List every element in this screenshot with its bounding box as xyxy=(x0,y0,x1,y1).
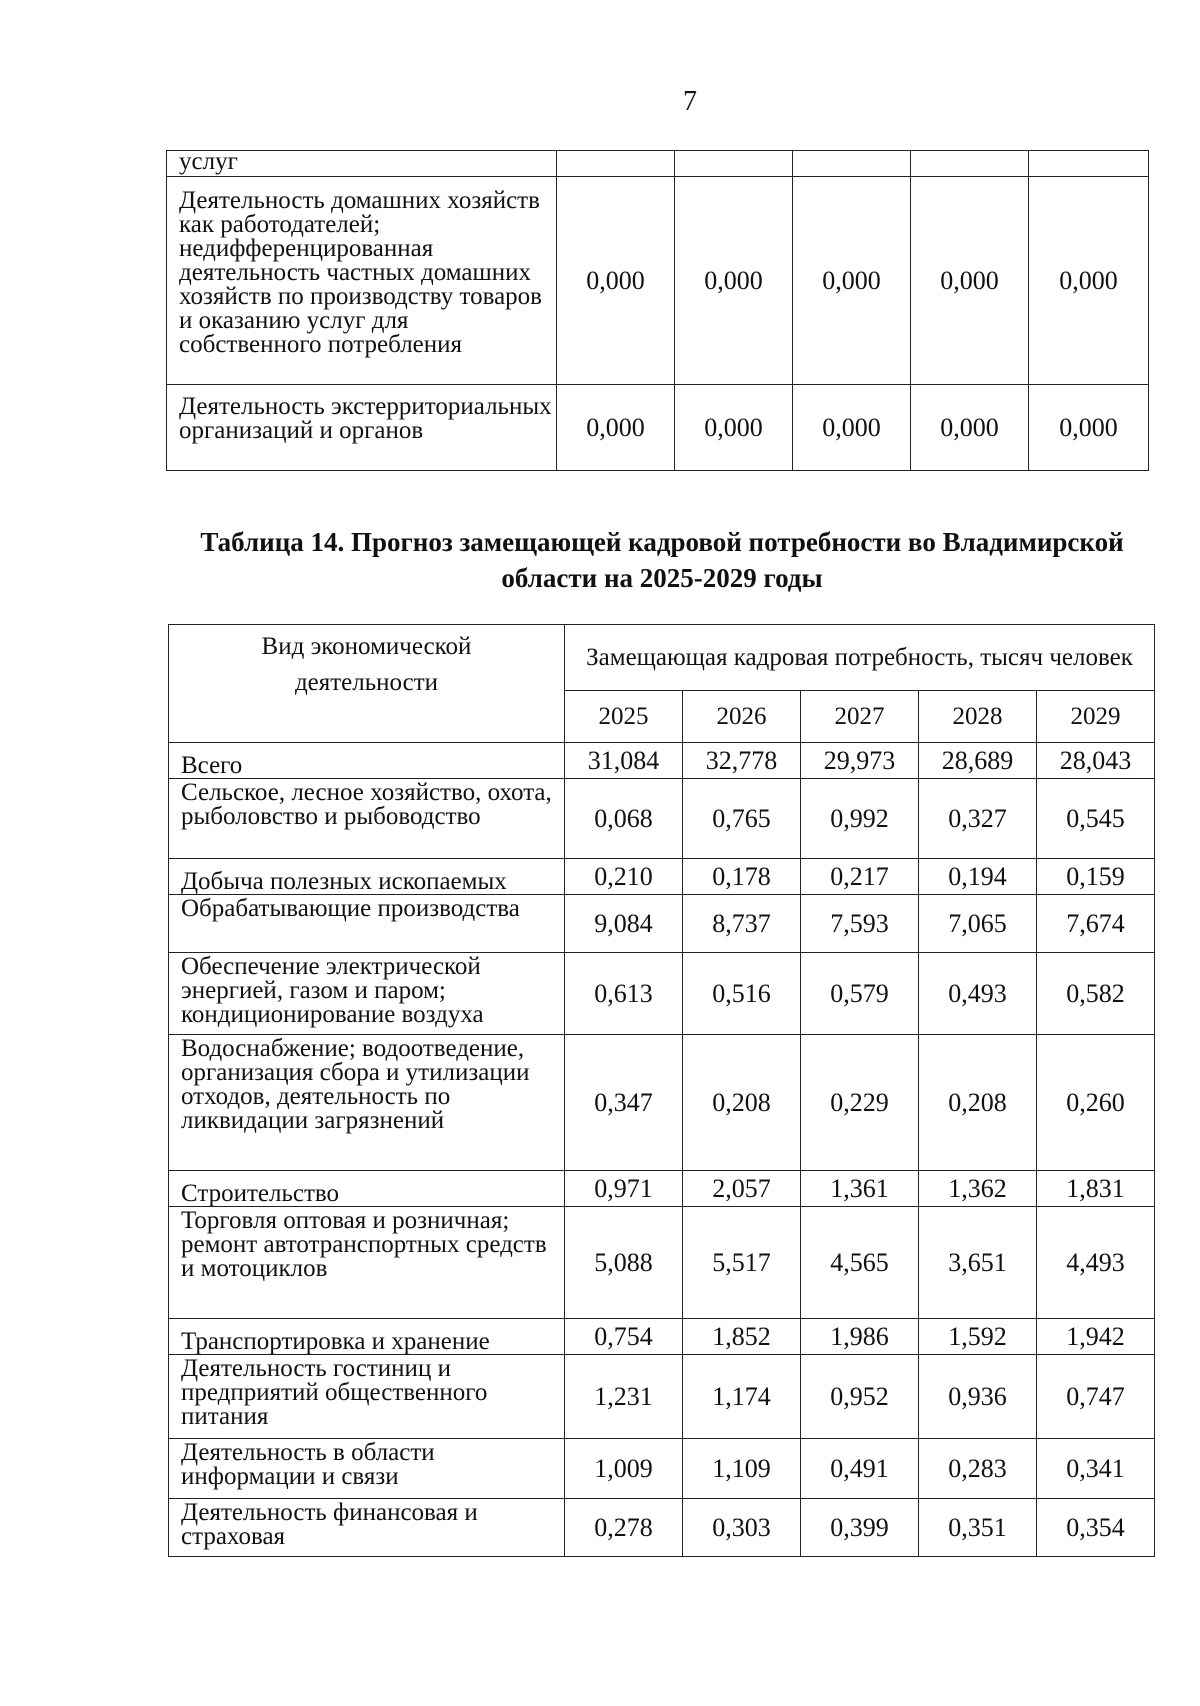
cell-value: 0,260 xyxy=(1037,1035,1155,1171)
cell-value: 0,493 xyxy=(919,953,1037,1035)
table-row xyxy=(169,743,1155,779)
cell-value: 29,973 xyxy=(801,743,919,779)
row-name: Транспортировка и хранение xyxy=(169,1319,565,1355)
cell-value: 0,341 xyxy=(1037,1439,1155,1499)
table-row xyxy=(169,1319,1155,1355)
row-name: Всего xyxy=(169,743,565,779)
cell-value: 0,068 xyxy=(565,779,683,859)
table-row xyxy=(169,1355,1155,1439)
table-row xyxy=(167,151,1149,177)
cell-value: 7,065 xyxy=(919,895,1037,953)
cell-value: 0,000 xyxy=(793,177,911,385)
cell-value xyxy=(793,151,911,177)
cell-value: 31,084 xyxy=(565,743,683,779)
cell-value: 0,000 xyxy=(793,385,911,471)
cell-value: 0,545 xyxy=(1037,779,1155,859)
cell-value: 0,000 xyxy=(911,385,1029,471)
cell-value: 0,613 xyxy=(565,953,683,1035)
cell-value: 0,347 xyxy=(565,1035,683,1171)
row-name: Обрабатывающие производства xyxy=(169,895,565,953)
cell-value: 0,217 xyxy=(801,859,919,895)
row-name: Обеспечение электрической энергией, газом и паром; кондиционирование воздуха xyxy=(169,953,565,1035)
cell-value: 0,229 xyxy=(801,1035,919,1171)
cell-value: 4,493 xyxy=(1037,1207,1155,1319)
row-name: Деятельность финансовая и страховая xyxy=(169,1499,565,1557)
cell-value: 3,651 xyxy=(919,1207,1037,1319)
cell-value: 7,674 xyxy=(1037,895,1155,953)
cell-value: 0,000 xyxy=(911,177,1029,385)
row-name: Водоснабжение; водоотведение, организация сбора и утилизации отходов, деятельность по ликвидации загрязнений xyxy=(169,1035,565,1171)
cell-value: 0,283 xyxy=(919,1439,1037,1499)
table-row xyxy=(169,1499,1155,1557)
cell-value xyxy=(557,151,675,177)
cell-value: 32,778 xyxy=(683,743,801,779)
cell-value: 0,971 xyxy=(565,1171,683,1207)
cell-value: 0,952 xyxy=(801,1355,919,1439)
cell-value: 1,361 xyxy=(801,1171,919,1207)
cell-value: 0,000 xyxy=(557,177,675,385)
header-row xyxy=(169,625,1155,691)
header-activity: Вид экономической деятельности xyxy=(169,625,565,743)
cell-value: 0,992 xyxy=(801,779,919,859)
cell-value: 0,210 xyxy=(565,859,683,895)
cell-value: 1,942 xyxy=(1037,1319,1155,1355)
cell-value: 7,593 xyxy=(801,895,919,953)
row-name: услуг xyxy=(167,151,557,177)
row-name: Деятельность домашних хозяйств как работодателей; недифференцированная деятельность частных домашних хозяйств по производству товаров и оказанию услуг для собственного потребления xyxy=(167,177,557,385)
table-row xyxy=(169,953,1155,1035)
table-row xyxy=(169,1171,1155,1207)
cell-value: 1,852 xyxy=(683,1319,801,1355)
cell-value: 0,208 xyxy=(919,1035,1037,1171)
cell-value: 0,159 xyxy=(1037,859,1155,895)
cell-value: 0,208 xyxy=(683,1035,801,1171)
cell-value: 1,831 xyxy=(1037,1171,1155,1207)
cell-value: 2,057 xyxy=(683,1171,801,1207)
table-row xyxy=(169,779,1155,859)
cell-value: 0,582 xyxy=(1037,953,1155,1035)
table-row xyxy=(169,1439,1155,1499)
cell-value: 9,084 xyxy=(565,895,683,953)
cell-value: 0,765 xyxy=(683,779,801,859)
cell-value: 8,737 xyxy=(683,895,801,953)
cell-value: 4,565 xyxy=(801,1207,919,1319)
cell-value: 0,351 xyxy=(919,1499,1037,1557)
cell-value: 0,278 xyxy=(565,1499,683,1557)
cell-value: 0,579 xyxy=(801,953,919,1035)
cell-value: 1,109 xyxy=(683,1439,801,1499)
table-row xyxy=(167,385,1149,471)
table-row xyxy=(167,177,1149,385)
cell-value: 1,592 xyxy=(919,1319,1037,1355)
cell-value: 0,178 xyxy=(683,859,801,895)
table-row xyxy=(169,1035,1155,1171)
row-name: Строительство xyxy=(169,1171,565,1207)
cell-value: 0,000 xyxy=(1029,385,1149,471)
cell-value: 0,747 xyxy=(1037,1355,1155,1439)
cell-value: 0,354 xyxy=(1037,1499,1155,1557)
cell-value: 5,088 xyxy=(565,1207,683,1319)
row-name: Деятельность экстерриториальных организаций и органов xyxy=(167,385,557,471)
cell-value: 0,516 xyxy=(683,953,801,1035)
cell-value: 1,231 xyxy=(565,1355,683,1439)
row-name: Деятельность гостиниц и предприятий общественного питания xyxy=(169,1355,565,1439)
year-header: 2027 xyxy=(801,691,919,743)
cell-value: 0,754 xyxy=(565,1319,683,1355)
row-name: Сельское, лесное хозяйство, охота, рыболовство и рыбоводство xyxy=(169,779,565,859)
year-header: 2025 xyxy=(565,691,683,743)
cell-value: 1,009 xyxy=(565,1439,683,1499)
cell-value: 0,936 xyxy=(919,1355,1037,1439)
page-number: 7 xyxy=(683,86,697,117)
cell-value: 0,491 xyxy=(801,1439,919,1499)
cell-value: 5,517 xyxy=(683,1207,801,1319)
cell-value: 0,000 xyxy=(1029,177,1149,385)
year-header: 2029 xyxy=(1037,691,1155,743)
cell-value: 0,327 xyxy=(919,779,1037,859)
cell-value: 1,174 xyxy=(683,1355,801,1439)
cell-value xyxy=(911,151,1029,177)
header-demand: Замещающая кадровая потребность, тысяч человек xyxy=(565,625,1155,691)
cell-value: 28,689 xyxy=(919,743,1037,779)
table-caption: Таблица 14. Прогноз замещающей кадровой потребности во Владимирской области на 2025-2029 годы xyxy=(200,527,1124,593)
row-name: Добыча полезных ископаемых xyxy=(169,859,565,895)
cell-value: 0,399 xyxy=(801,1499,919,1557)
cell-value: 0,303 xyxy=(683,1499,801,1557)
forecast-table xyxy=(168,624,1155,1557)
table-row xyxy=(169,895,1155,953)
cell-value: 1,986 xyxy=(801,1319,919,1355)
continued-table xyxy=(166,150,1149,471)
cell-value xyxy=(1029,151,1149,177)
cell-value: 1,362 xyxy=(919,1171,1037,1207)
table-row xyxy=(169,1207,1155,1319)
cell-value: 0,000 xyxy=(675,177,793,385)
row-name: Деятельность в области информации и связи xyxy=(169,1439,565,1499)
table-row xyxy=(169,859,1155,895)
row-name: Торговля оптовая и розничная; ремонт автотранспортных средств и мотоциклов xyxy=(169,1207,565,1319)
cell-value: 28,043 xyxy=(1037,743,1155,779)
cell-value xyxy=(675,151,793,177)
cell-value: 0,000 xyxy=(675,385,793,471)
cell-value: 0,000 xyxy=(557,385,675,471)
cell-value: 0,194 xyxy=(919,859,1037,895)
year-header: 2026 xyxy=(683,691,801,743)
year-header: 2028 xyxy=(919,691,1037,743)
